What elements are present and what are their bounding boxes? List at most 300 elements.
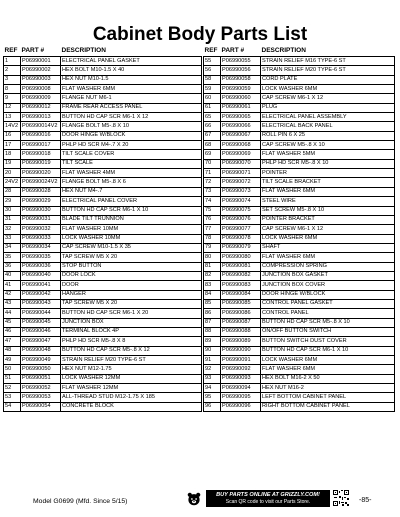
part-number-cell: P06990045	[21, 318, 61, 327]
description-cell: FLAT WASHER 5MM	[261, 150, 395, 159]
part-number-cell: P06990051	[21, 374, 61, 383]
part-number-cell: P06990083	[221, 281, 261, 290]
description-cell: ROLL PIN 6 X 25	[261, 131, 395, 140]
table-row	[4, 197, 202, 206]
part-number-cell: P06990094	[221, 384, 261, 393]
description-cell: LOCK WASHER 6MM	[261, 234, 395, 243]
ref-cell: 77	[204, 225, 221, 234]
description-cell: JUNCTION BOX GASKET	[261, 271, 395, 280]
part-number-cell: P06990060	[221, 94, 261, 103]
description-cell: SET SCREW M5-.8 X 10	[261, 206, 395, 215]
ref-cell: 86	[204, 309, 221, 318]
table-row	[4, 169, 202, 178]
table-row	[4, 402, 202, 411]
qr-code-icon[interactable]	[333, 490, 349, 506]
ref-cell: 54	[4, 402, 21, 411]
part-number-cell: P06990068	[221, 141, 261, 150]
ref-cell: 36	[4, 262, 21, 271]
part-number-cell: P06990054	[21, 402, 61, 411]
description-cell: CONCRETE BLOCK	[61, 402, 202, 411]
table-row	[204, 253, 395, 262]
part-number-cell: P06990084	[221, 290, 261, 299]
part-number-cell: P06990003	[21, 75, 61, 84]
description-cell: ELECTRICAL PANEL GASKET	[61, 57, 202, 66]
part-number-cell: P06990071	[221, 169, 261, 178]
ref-cell: 35	[4, 253, 21, 262]
ref-cell: 60	[204, 94, 221, 103]
ref-cell: 55	[204, 57, 221, 66]
ref-cell: 93	[204, 374, 221, 383]
table-row	[204, 271, 395, 280]
part-number-cell: P06990059	[221, 85, 261, 94]
part-number-cell: P06990078	[221, 234, 261, 243]
ref-cell: 68	[204, 141, 221, 150]
ref-cell: 56	[204, 66, 221, 75]
table-row	[4, 253, 202, 262]
table-row	[4, 131, 202, 140]
ref-cell: 66	[204, 122, 221, 131]
table-row	[4, 206, 202, 215]
ref-cell: 78	[204, 234, 221, 243]
table-row	[4, 150, 202, 159]
table-row	[4, 346, 202, 355]
table-row	[204, 131, 395, 140]
part-number-cell: P06990040	[21, 271, 61, 280]
table-row	[204, 66, 395, 75]
table-row	[204, 299, 395, 308]
part-number-cell: P06990044	[21, 309, 61, 318]
banner-subtext: Scan QR code to visit our Parts Store.	[225, 499, 311, 505]
table-row	[4, 327, 202, 336]
description-cell: CONTROL PANEL GASKET	[261, 299, 395, 308]
table-row	[4, 271, 202, 280]
description-cell: BUTTON HD CAP SCR M6-1 X 10	[261, 346, 395, 355]
part-number-cell: P06990093	[221, 374, 261, 383]
part-number-cell: P06990073	[221, 187, 261, 196]
parts-online-banner[interactable]	[206, 490, 330, 507]
table-row	[204, 215, 395, 224]
description-cell: DOOR	[61, 281, 202, 290]
part-number-cell: P06990049	[21, 356, 61, 365]
part-number-cell: P06990001	[21, 57, 61, 66]
description-cell: LOCK WASHER 6MM	[261, 356, 395, 365]
description-cell: LOCK WASHER 6MM	[261, 85, 395, 94]
description-cell: PHLP HD SCR M5-.8 X 8	[61, 337, 202, 346]
ref-cell: 58	[204, 75, 221, 84]
part-number-cell: P06990096	[221, 402, 261, 411]
description-header: DESCRIPTION	[261, 47, 306, 54]
ref-cell: 73	[204, 187, 221, 196]
part-number-cell: P06990019	[21, 159, 61, 168]
part-number-cell: P06990042	[21, 290, 61, 299]
table-row	[4, 234, 202, 243]
part-number-cell: P06990076	[221, 215, 261, 224]
ref-cell: 70	[204, 159, 221, 168]
table-row	[204, 169, 395, 178]
ref-cell: 32	[4, 225, 21, 234]
part-number-cell: P06990065	[221, 113, 261, 122]
ref-cell: 81	[204, 262, 221, 271]
table-row	[4, 215, 202, 224]
ref-cell: 79	[204, 243, 221, 252]
part-number-cell: P06990061	[221, 103, 261, 112]
ref-cell: 12	[4, 103, 21, 112]
description-cell: FLAT WASHER 12MM	[61, 384, 202, 393]
part-number-cell: P06990008	[21, 85, 61, 94]
description-cell: TILT SCALE COVER	[61, 150, 202, 159]
description-cell: FLAT WASHER 6MM	[261, 187, 395, 196]
model-label: Model G0699 (Mfd. Since 5/15)	[33, 498, 128, 505]
ref-cell: 43	[4, 299, 21, 308]
part-number-cell: P06990074	[221, 197, 261, 206]
ref-cell: 44	[4, 309, 21, 318]
ref-cell: 19	[4, 159, 21, 168]
part-number-cell: P06990012	[21, 103, 61, 112]
description-cell: TAP SCREW M5 X 20	[61, 299, 202, 308]
part-number-cell: P06990077	[221, 225, 261, 234]
description-cell: CAP SCREW M10-1.5 X 35	[61, 243, 202, 252]
ref-cell: 41	[4, 281, 21, 290]
ref-cell: 34	[4, 243, 21, 252]
description-cell: BUTTON HD CAP SCR M5-.8 X 12	[61, 346, 202, 355]
description-cell: TERMINAL BLOCK 4P	[61, 327, 202, 336]
description-cell: FRAME REAR ACCESS PANEL	[61, 103, 202, 112]
table-row	[204, 346, 395, 355]
table-row	[4, 75, 202, 84]
parts-table-right	[203, 46, 395, 412]
table-row	[4, 309, 202, 318]
ref-cell: 50	[4, 365, 21, 374]
part-number-cell: P06990036	[21, 262, 61, 271]
part-number-cell: P06990043	[21, 299, 61, 308]
description-cell: FLAT WASHER 4MM	[61, 169, 202, 178]
description-cell: TILT SCALE BRACKET	[261, 178, 395, 187]
part-number-cell: P06990018	[21, 150, 61, 159]
ref-cell: 85	[204, 299, 221, 308]
ref-cell: 88	[204, 327, 221, 336]
part-number-cell: P06990048	[21, 346, 61, 355]
ref-cell: 1	[4, 57, 21, 66]
table-row	[4, 290, 202, 299]
part-number-cell: P06990030	[21, 206, 61, 215]
table-row	[4, 94, 202, 103]
part-number-cell: P06990095	[221, 393, 261, 402]
ref-header: REF	[204, 47, 218, 54]
ref-cell: 76	[204, 215, 221, 224]
table-row	[204, 309, 395, 318]
description-cell: STRAIN RELIEF M20 TYPE-6 ST	[61, 356, 202, 365]
table-row	[4, 113, 202, 122]
part-number-cell: P06990032	[21, 225, 61, 234]
description-cell: CONTROL PANEL	[261, 309, 395, 318]
part-number-cell: P06990067	[221, 131, 261, 140]
ref-cell: 51	[4, 374, 21, 383]
description-cell: ELECTRICAL PANEL ASSEMBLY	[261, 113, 395, 122]
part-number-cell: P06990066	[221, 122, 261, 131]
ref-cell: 96	[204, 402, 221, 411]
table-row	[4, 103, 202, 112]
ref-cell: 65	[204, 113, 221, 122]
ref-cell: 95	[204, 393, 221, 402]
description-cell: HEX NUT M4-.7	[61, 187, 202, 196]
ref-cell: 45	[4, 318, 21, 327]
ref-cell: 16	[4, 131, 21, 140]
description-cell: POINTER BRACKET	[261, 215, 395, 224]
ref-cell: 67	[204, 131, 221, 140]
table-row	[204, 94, 395, 103]
table-row	[4, 365, 202, 374]
part-number-cell: P06990055	[221, 57, 261, 66]
table-row	[4, 122, 202, 131]
ref-cell: 49	[4, 356, 21, 365]
ref-cell: 2	[4, 66, 21, 75]
description-cell: STOP BUTTON	[61, 262, 202, 271]
description-cell: JUNCTION BOX COVER	[261, 281, 395, 290]
ref-cell: 28	[4, 187, 21, 196]
table-row	[204, 197, 395, 206]
ref-cell: 94	[204, 384, 221, 393]
table-row	[4, 299, 202, 308]
table-row	[204, 113, 395, 122]
description-header: DESCRIPTION	[61, 47, 106, 54]
table-row	[4, 178, 202, 187]
ref-cell: 80	[204, 253, 221, 262]
bear-logo-icon	[187, 492, 201, 506]
ref-cell: 59	[204, 85, 221, 94]
ref-cell: 83	[204, 281, 221, 290]
ref-cell: 61	[204, 103, 221, 112]
description-cell: STEEL WIRE	[261, 197, 395, 206]
table-row	[4, 243, 202, 252]
description-cell: FLANGE BOLT M5-.8 X 6	[61, 178, 202, 187]
description-cell: LEFT BOTTOM CABINET PANEL	[261, 393, 395, 402]
ref-cell: 40	[4, 271, 21, 280]
part-number-cell: P06990029	[21, 197, 61, 206]
description-cell: CAP SCREW M5-.8 X 10	[261, 141, 395, 150]
ref-cell: 13	[4, 113, 21, 122]
part-number-cell: P06990090	[221, 346, 261, 355]
ref-cell: 52	[4, 384, 21, 393]
table-row	[204, 384, 395, 393]
part-number-cell: P06990013	[21, 113, 61, 122]
part-number-cell: P06990016	[21, 131, 61, 140]
description-cell: PLUG	[261, 103, 395, 112]
description-cell: FLAT WASHER 10MM	[61, 225, 202, 234]
table-row	[204, 234, 395, 243]
description-cell: FLANGE BOLT M5-.8 X 10	[61, 122, 202, 131]
page-footer	[0, 488, 400, 517]
description-cell: FLANGE NUT M6-1	[61, 94, 202, 103]
page-title: Cabinet Body Parts List	[92, 24, 308, 45]
ref-cell: 90	[204, 346, 221, 355]
part-number-cell: P06990080	[221, 253, 261, 262]
description-cell: LOCK WASHER 12MM	[61, 374, 202, 383]
description-cell: FLAT WASHER 6MM	[261, 253, 395, 262]
part-number-cell: P06990033	[21, 234, 61, 243]
part-number-cell: P06990075	[221, 206, 261, 215]
part-number-cell: P06990034	[21, 243, 61, 252]
table-row	[4, 374, 202, 383]
description-cell: BUTTON HD CAP SCR M6-1 X 10	[61, 206, 202, 215]
description-cell: HEX NUT M16-2	[261, 384, 395, 393]
table-row	[204, 85, 395, 94]
table-row	[204, 281, 395, 290]
ref-cell: 91	[204, 356, 221, 365]
description-cell: STRAIN RELIEF M20 TYPE-6 ST	[261, 66, 395, 75]
table-row	[204, 141, 395, 150]
table-row	[4, 141, 202, 150]
description-cell: HEX NUT M12-1.75	[61, 365, 202, 374]
table-row	[4, 225, 202, 234]
description-cell: PHLP HD SCR M4-.7 X 20	[61, 141, 202, 150]
description-cell: STRAIN RELIEF M16 TYPE-6 ST	[261, 57, 395, 66]
table-row	[4, 85, 202, 94]
table-row	[204, 393, 395, 402]
table-row	[4, 337, 202, 346]
table-row	[204, 178, 395, 187]
ref-cell: 47	[4, 337, 21, 346]
page-number: -85-	[359, 497, 372, 504]
part-number-cell: P06990014V2	[21, 122, 61, 131]
description-cell: ON/OFF BUTTON SWITCH	[261, 327, 395, 336]
ref-cell: 14V2	[4, 122, 21, 131]
description-cell: JUNCTION BOX	[61, 318, 202, 327]
part-number-cell: P06990089	[221, 337, 261, 346]
part-number-cell: P06990028	[21, 187, 61, 196]
ref-cell: 74	[204, 197, 221, 206]
part-number-cell: P06990072	[221, 178, 261, 187]
ref-header: REF	[4, 47, 18, 54]
ref-cell: 20	[4, 169, 21, 178]
description-cell: HEX NUT M10-1.5	[61, 75, 202, 84]
ref-cell: 24V2	[4, 178, 21, 187]
table-row	[204, 365, 395, 374]
ref-cell: 84	[204, 290, 221, 299]
table-row	[4, 262, 202, 271]
description-cell: LOCK WASHER 10MM	[61, 234, 202, 243]
description-cell: DOOR LOCK	[61, 271, 202, 280]
description-cell: HANGER	[61, 290, 202, 299]
table-row	[4, 187, 202, 196]
table-row	[204, 159, 395, 168]
table-row	[204, 290, 395, 299]
part-number-cell: P06990092	[221, 365, 261, 374]
ref-cell: 42	[4, 290, 21, 299]
part-number-cell: P06990024V2	[21, 178, 61, 187]
ref-cell: 82	[204, 271, 221, 280]
table-row	[204, 75, 395, 84]
part-header: PART #	[221, 47, 245, 54]
description-cell: HEX BOLT M16-2 X 50	[261, 374, 395, 383]
ref-cell: 17	[4, 141, 21, 150]
part-number-cell: P06990070	[221, 159, 261, 168]
description-cell: ALL-THREAD STUD M12-1.75 X 185	[61, 393, 202, 402]
description-cell: POINTER	[261, 169, 395, 178]
ref-cell: 46	[4, 327, 21, 336]
description-cell: BUTTON HD CAP SCR M6-1 X 12	[61, 113, 202, 122]
table-row	[204, 327, 395, 336]
description-cell: BUTTON HD CAP SCR M5-.8 X 10	[261, 318, 395, 327]
part-number-cell: P06990053	[21, 393, 61, 402]
part-number-cell: P06990086	[221, 309, 261, 318]
description-cell: DOOR HINGE W/BLOCK	[61, 131, 202, 140]
part-number-cell: P06990035	[21, 253, 61, 262]
description-cell: TILT SCALE	[61, 159, 202, 168]
description-cell: TAP SCREW M5 X 20	[61, 253, 202, 262]
part-number-cell: P06990082	[221, 271, 261, 280]
ref-cell: 30	[4, 206, 21, 215]
table-row	[204, 402, 395, 411]
description-cell: CAP SCREW M6-1 X 12	[261, 225, 395, 234]
table-row	[4, 318, 202, 327]
table-row	[4, 57, 202, 66]
part-number-cell: P06990050	[21, 365, 61, 374]
part-number-cell: P06990046	[21, 327, 61, 336]
description-cell: CORD PLATE	[261, 75, 395, 84]
part-number-cell: P06990031	[21, 215, 61, 224]
table-row	[204, 122, 395, 131]
table-row	[4, 384, 202, 393]
table-row	[4, 356, 202, 365]
part-number-cell: P06990041	[21, 281, 61, 290]
part-number-cell: P06990087	[221, 318, 261, 327]
description-cell: DOOR HINGE W/BLOCK	[261, 290, 395, 299]
description-cell: FLAT WASHER 6MM	[61, 85, 202, 94]
part-number-cell: P06990047	[21, 337, 61, 346]
description-cell: ELECTRICAL PANEL COVER	[61, 197, 202, 206]
ref-cell: 8	[4, 85, 21, 94]
table-row	[4, 393, 202, 402]
ref-cell: 29	[4, 197, 21, 206]
part-number-cell: P06990085	[221, 299, 261, 308]
description-cell: SHAFT	[261, 243, 395, 252]
ref-cell: 75	[204, 206, 221, 215]
description-cell: RIGHT BOTTOM CABINET PANEL	[261, 402, 395, 411]
ref-cell: 71	[204, 169, 221, 178]
part-number-cell: P06990017	[21, 141, 61, 150]
table-row	[204, 262, 395, 271]
part-number-cell: P06990091	[221, 356, 261, 365]
description-cell: ELECTRICAL BACK PANEL	[261, 122, 395, 131]
table-row	[204, 57, 395, 66]
part-number-cell: P06990020	[21, 169, 61, 178]
table-row	[204, 243, 395, 252]
part-number-cell: P06990009	[21, 94, 61, 103]
ref-cell: 18	[4, 150, 21, 159]
part-header: PART #	[21, 47, 45, 54]
table-row	[204, 356, 395, 365]
description-cell: BUTTON SWITCH DUST COVER	[261, 337, 395, 346]
description-cell: COMPRESSION SPRING	[261, 262, 395, 271]
ref-cell: 9	[4, 94, 21, 103]
ref-cell: 69	[204, 150, 221, 159]
table-row	[204, 225, 395, 234]
description-cell: CAP SCREW M6-1 X 12	[261, 94, 395, 103]
part-number-cell: P06990081	[221, 262, 261, 271]
part-number-cell: P06990002	[21, 66, 61, 75]
ref-cell: 48	[4, 346, 21, 355]
description-cell: BUTTON HD CAP SCR M6-1 X 20	[61, 309, 202, 318]
part-number-cell: P06990079	[221, 243, 261, 252]
table-row	[4, 281, 202, 290]
table-row	[4, 159, 202, 168]
ref-cell: 92	[204, 365, 221, 374]
ref-cell: 53	[4, 393, 21, 402]
table-row	[204, 150, 395, 159]
table-row	[204, 187, 395, 196]
ref-cell: 72	[204, 178, 221, 187]
part-number-cell: P06990088	[221, 327, 261, 336]
